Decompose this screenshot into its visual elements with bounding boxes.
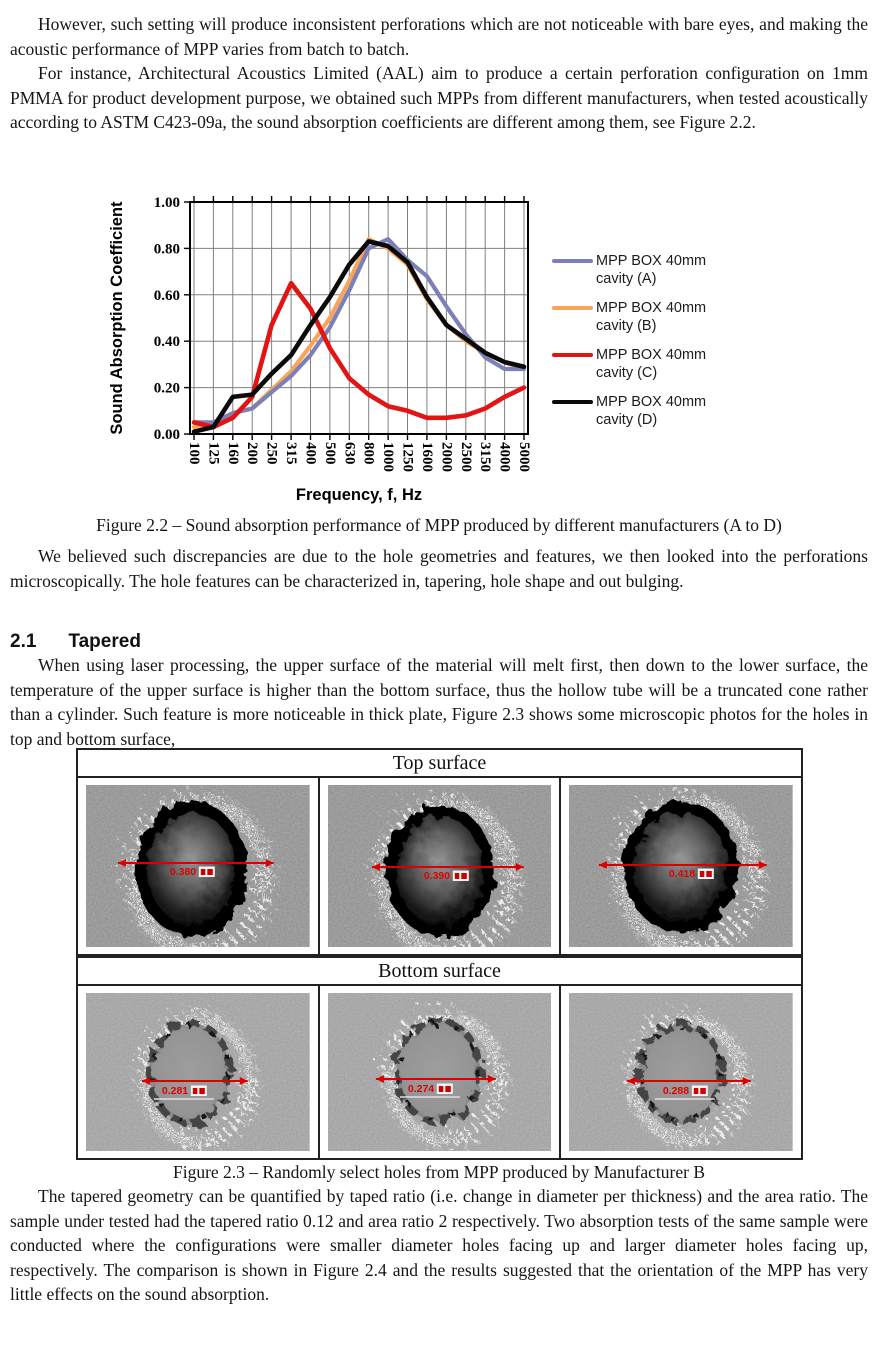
svg-text:2500: 2500 (457, 442, 474, 472)
svg-text:0.20: 0.20 (153, 380, 180, 397)
chart-legend (552, 252, 792, 440)
micrograph-bottom-3 (569, 993, 793, 1151)
svg-text:1600: 1600 (418, 442, 435, 472)
svg-text:Frequency, f, Hz: Frequency, f, Hz (295, 486, 423, 504)
micrograph-top-3 (569, 785, 793, 947)
figure-2-2-chart (0, 190, 878, 512)
svg-text:1250: 1250 (399, 442, 416, 472)
svg-text:0.60: 0.60 (153, 287, 180, 304)
micrograph-bottom-2 (328, 993, 552, 1151)
bottom-photo-cell-3 (559, 986, 801, 1158)
svg-text:250: 250 (263, 442, 280, 465)
section-heading (10, 631, 141, 653)
paragraph-3: We believed such discrepancies are due to the hole geometries and features, we then looked into the perforations microscopically. The hole features can be characterized in, tapering, hole shape and out bulging. (10, 546, 868, 591)
legend-label: MPP BOX 40mm cavity (B) (596, 300, 707, 334)
svg-text:1000: 1000 (380, 442, 397, 472)
bottom-photo-cell-1 (78, 986, 318, 1158)
legend-line-swatch (552, 306, 593, 310)
legend-label: MPP BOX 40mm cavity (C) (596, 347, 707, 381)
top-photo-cell-1 (78, 778, 318, 954)
svg-text:2000: 2000 (438, 442, 455, 472)
svg-text:200: 200 (244, 442, 261, 465)
paragraph-4: When using laser processing, the upper surface of the material will melt first, then down to the lower surface, the temperature of the upper surface is higher than the bottom surface, thus the hollow tube will be a truncated cone rather than a cylinder. Such feature is more noticeable in thick plate, Figure 2.3 shows some microscopic photos for the holes in top and bottom surface, (10, 655, 868, 749)
bottom-photo-cell-2 (318, 986, 560, 1158)
paragraph-5: The tapered geometry can be quantified by taped ratio (i.e. change in diameter per thickness) and the area ratio. The sample under tested had the tapered ratio 0.12 and area ratio 2 respectively. Two absorption tests of the same sample were conducted where the configurations were smaller diameter holes facing up and larger diameter holes facing up, respectively. The comparison is shown in Figure 2.4 and the results suggested that the orientation of the MPP has very little effects on the sound absorption. (10, 1186, 868, 1304)
svg-text:630: 630 (341, 442, 358, 465)
legend-entry-c (552, 346, 792, 382)
micrograph-top-2 (328, 785, 552, 947)
top-surface-header: Top surface (392, 752, 487, 774)
paragraph-2: For instance, Architectural Acoustics Limited (AAL) aim to produce a certain perforation configuration on 1mm PMMA for product development purpose, we obtained such MPPs from different manufacturers, when tested acoustically according to ASTM C423-09a, the sound absorption coefficients are different among them, see Figure 2.2. (10, 63, 868, 132)
svg-text:0.288: 0.288 (663, 1085, 690, 1098)
svg-text:1.00: 1.00 (153, 195, 180, 211)
legend-entry-a (552, 252, 792, 288)
svg-text:0.418: 0.418 (669, 868, 696, 881)
svg-text:Sound Absorption Coefficient: Sound Absorption Coefficient (108, 201, 126, 435)
svg-text:0.281: 0.281 (161, 1085, 189, 1098)
svg-text:100: 100 (186, 442, 202, 465)
figure-2-2-caption: Figure 2.2 – Sound absorption performance of MPP produced by different manufacturers (A to D) (96, 515, 782, 535)
section-number: 2.1 (10, 631, 37, 652)
section-title: Tapered (68, 631, 141, 652)
svg-text:400: 400 (302, 442, 319, 465)
top-photo-cell-2 (318, 778, 560, 954)
legend-label: MPP BOX 40mm cavity (D) (596, 394, 707, 428)
top-photo-cell-3 (559, 778, 801, 954)
svg-text:5000: 5000 (516, 442, 532, 472)
legend-line-swatch (552, 259, 593, 263)
legend-entry-b (552, 299, 792, 335)
micrograph-bottom-1 (86, 993, 310, 1151)
legend-entry-d (552, 393, 792, 429)
svg-text:800: 800 (360, 442, 377, 465)
svg-text:500: 500 (321, 442, 338, 465)
svg-text:0.80: 0.80 (153, 241, 180, 258)
bottom-surface-header: Bottom surface (78, 956, 801, 984)
legend-line-swatch (552, 353, 593, 357)
svg-text:125: 125 (205, 442, 222, 465)
absorption-line-chart (100, 190, 580, 512)
figure-2-3-caption: Figure 2.3 – Randomly select holes from MPP produced by Manufacturer B (172, 1162, 706, 1182)
figure-2-3-table (76, 748, 803, 1160)
svg-text:0.00: 0.00 (153, 427, 180, 443)
svg-text:0.390: 0.390 (423, 870, 450, 883)
legend-label: MPP BOX 40mm cavity (A) (596, 253, 707, 287)
svg-text:3150: 3150 (477, 442, 494, 472)
svg-text:4000: 4000 (496, 442, 513, 472)
svg-text:160: 160 (224, 442, 241, 465)
svg-text:0.380: 0.380 (169, 866, 197, 879)
svg-text:0.274: 0.274 (407, 1083, 434, 1096)
svg-text:0.40: 0.40 (153, 334, 180, 351)
top-surface-photos (78, 776, 801, 956)
legend-line-swatch (552, 400, 593, 404)
micrograph-top-1 (86, 785, 310, 947)
svg-text:315: 315 (283, 442, 300, 465)
bottom-surface-photos (78, 984, 801, 1158)
paragraph-1: However, such setting will produce inconsistent perforations which are not noticeable with bare eyes, and making the acoustic performance of MPP varies from batch to batch. (10, 14, 868, 59)
